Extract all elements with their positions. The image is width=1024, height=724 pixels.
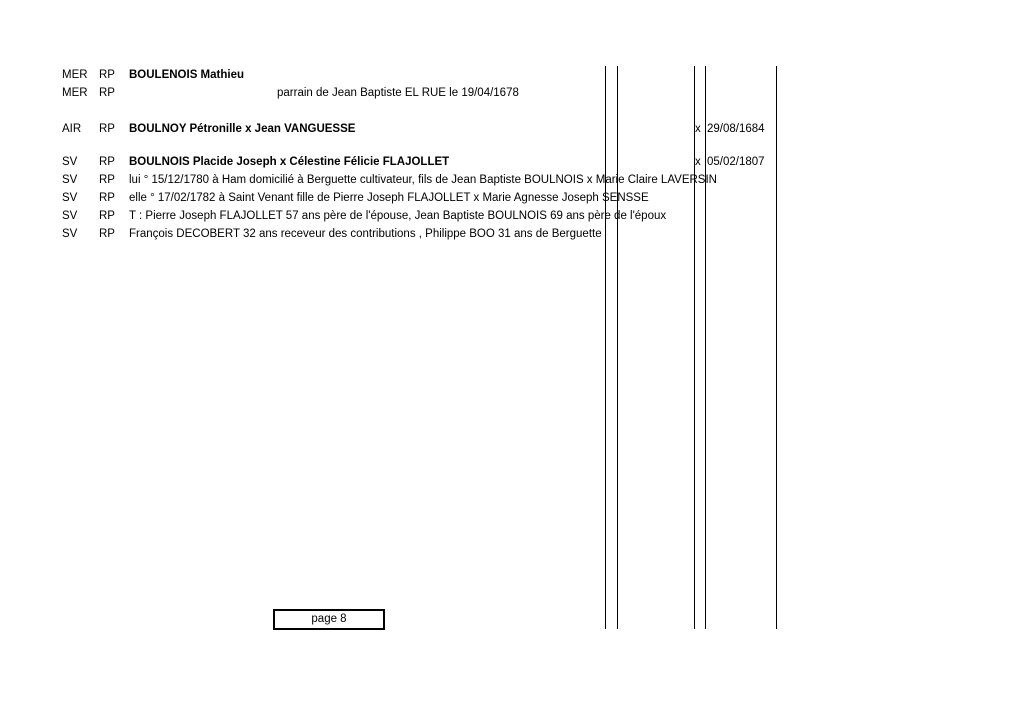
record-text: François DECOBERT 32 ans receveur des contributions , Philippe BOO 31 ans de Berguette <box>129 228 602 240</box>
record-row <box>0 189 1024 207</box>
record-row <box>0 120 1024 138</box>
record-text: T : Pierre Joseph FLAJOLLET 57 ans père de l'épouse, Jean Baptiste BOULNOIS 69 ans père de l'époux <box>129 210 667 222</box>
column-rule <box>776 66 777 629</box>
column-rule <box>694 66 695 629</box>
column-rule <box>605 66 606 629</box>
record-text: parrain de Jean Baptiste EL RUE le 19/04/1678 <box>277 87 519 99</box>
record-type: RP <box>99 123 115 135</box>
record-code: SV <box>62 228 78 240</box>
record-row <box>0 66 1024 84</box>
record-text: elle ° 17/02/1782 à Saint Venant fille de Pierre Joseph FLAJOLLET x Marie Agnesse Joseph SENSSE <box>129 192 649 204</box>
record-name: BOULNOIS Placide Joseph x Célestine Félicie FLAJOLLET <box>129 156 450 168</box>
record-text: lui ° 15/12/1780 à Ham domicilié à Berguette cultivateur, fils de Jean Baptiste BOULNOIS x Marie Claire LAVERSIN <box>129 174 717 186</box>
record-date: 05/02/1807 <box>707 156 765 168</box>
record-name: BOULNOY Pétronille x Jean VANGUESSE <box>129 123 356 135</box>
record-code: SV <box>62 210 78 222</box>
page-number-box: page 8 <box>273 609 385 630</box>
record-row <box>0 84 1024 102</box>
record-row <box>0 153 1024 171</box>
column-rule <box>705 66 706 629</box>
record-row <box>0 225 1024 243</box>
record-type: RP <box>99 228 115 240</box>
record-code: SV <box>62 174 78 186</box>
record-row <box>0 207 1024 225</box>
record-code: MER <box>62 69 88 81</box>
record-row <box>0 171 1024 189</box>
marriage-mark: x <box>695 123 701 135</box>
record-code: SV <box>62 192 78 204</box>
record-type: RP <box>99 192 115 204</box>
marriage-mark: x <box>695 156 701 168</box>
record-code: AIR <box>62 123 82 135</box>
record-type: RP <box>99 69 115 81</box>
record-type: RP <box>99 210 115 222</box>
record-code: MER <box>62 87 88 99</box>
record-type: RP <box>99 174 115 186</box>
record-type: RP <box>99 87 115 99</box>
record-date: 29/08/1684 <box>707 123 765 135</box>
record-code: SV <box>62 156 78 168</box>
column-rule <box>617 66 618 629</box>
record-type: RP <box>99 156 115 168</box>
record-name: BOULENOIS Mathieu <box>129 69 245 81</box>
